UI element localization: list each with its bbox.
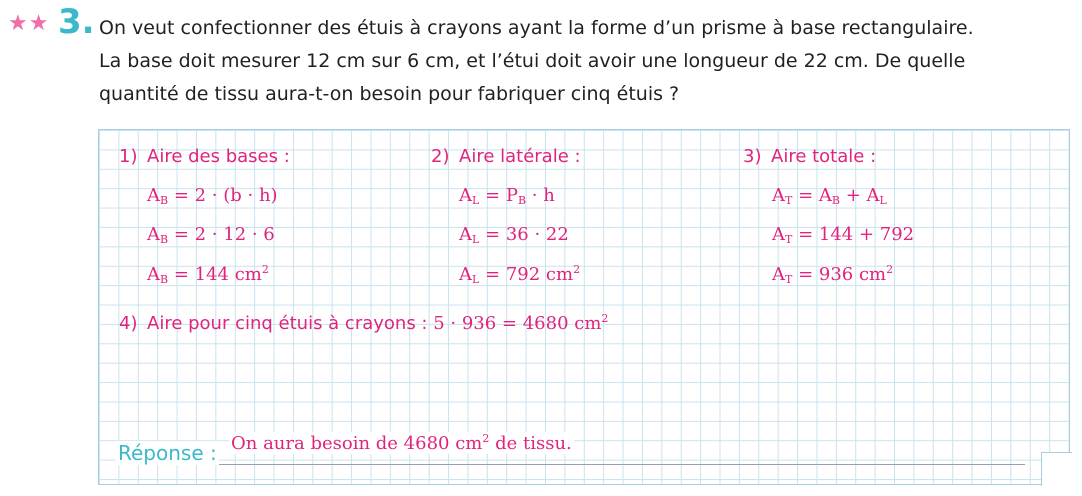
answer-line xyxy=(219,464,1025,465)
part4-line: 4) Aire pour cinq étuis à crayons : 5 · 936 = 4680 $cm^2$ xyxy=(119,312,609,334)
difficulty-stars xyxy=(8,13,48,35)
statement-line: On veut confectionner des étuis à crayons ayant la forme d’un prisme à base rectangulaire. xyxy=(99,17,974,39)
col1-line-2: $A_B = 2 \cdot 12 \cdot 6$ xyxy=(147,224,275,246)
col2-line-2: $A_L = 36 \cdot 22$ xyxy=(459,224,569,246)
part4-calc: 5 · 936 = 4680 cm xyxy=(427,313,602,334)
star-icon: ★ xyxy=(28,11,49,36)
answer-text: On aura besoin de 4680 $cm^2$ de tissu. xyxy=(231,432,572,454)
col1-line-3: $A_B = 144$ $cm^2$ xyxy=(147,263,269,286)
statement-line: quantité de tissu aura-t-on besoin pour fabriquer cinq étuis ? xyxy=(99,83,680,105)
col3-title: Aire totale : xyxy=(771,146,877,167)
col2-heading xyxy=(431,146,581,167)
col3-line-3: $A_T = 936$ $cm^2$ xyxy=(772,263,894,286)
col3-number: 3) xyxy=(743,146,762,167)
answer-label: Réponse : xyxy=(118,441,217,465)
col1-heading xyxy=(119,146,290,167)
grid-corner-fold xyxy=(1041,452,1072,486)
exercise-statement xyxy=(99,12,1074,111)
col2-title: Aire latérale : xyxy=(459,146,581,167)
col3-line-1: $A_T = A_B + A_L$ xyxy=(772,185,887,207)
col1-number: 1) xyxy=(119,146,138,167)
part4-number: 4) xyxy=(119,313,138,334)
col3-line-2: $A_T = 144 + 792$ xyxy=(772,224,915,246)
col1-title: Aire des bases : xyxy=(147,146,290,167)
col3-heading xyxy=(743,146,876,167)
col2-line-3: $A_L = 792$ $cm^2$ xyxy=(459,263,581,286)
part4-title: Aire pour cinq étuis à crayons : xyxy=(147,313,428,334)
col2-line-1: $A_L = P_B \cdot h$ xyxy=(459,185,555,207)
statement-line: La base doit mesurer 12 cm sur 6 cm, et l’étui doit avoir une longueur de 22 cm. De quelle xyxy=(99,50,966,72)
exercise-number: 3. xyxy=(58,2,95,42)
col2-number: 2) xyxy=(431,146,450,167)
star-icon: ★ xyxy=(8,11,28,36)
col1-line-1: $A_B = 2 \cdot (b \cdot h)$ xyxy=(147,185,278,207)
